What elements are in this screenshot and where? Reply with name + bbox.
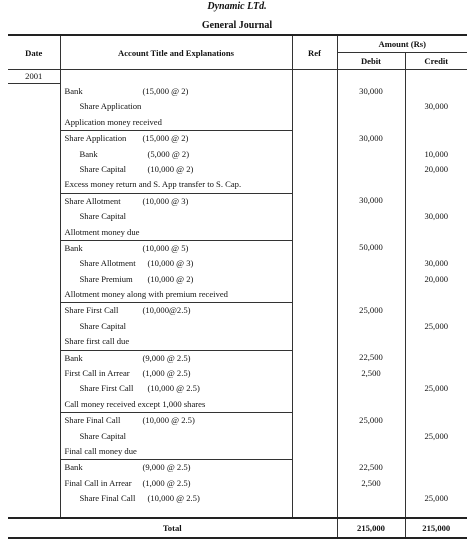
table-row <box>8 476 467 491</box>
narration-cell <box>60 507 292 518</box>
credit-value: 30,000 <box>424 258 449 269</box>
debit-cell <box>337 381 405 396</box>
account-line <box>61 209 292 224</box>
date-cell <box>8 99 60 114</box>
date-cell <box>8 366 60 381</box>
account-cell <box>60 413 292 429</box>
credit-cell <box>405 397 467 413</box>
credit-cell <box>405 256 467 271</box>
debit-value: 30,000 <box>359 195 383 206</box>
debit-cell <box>337 334 405 350</box>
account-line <box>61 381 292 396</box>
account-cell <box>60 303 292 319</box>
debit-value <box>338 429 405 444</box>
table-row <box>8 491 467 506</box>
account-line <box>61 272 292 287</box>
account-name: Share First Call <box>79 383 134 394</box>
debit-cell <box>337 177 405 193</box>
ref-cell <box>292 209 337 224</box>
narration-row <box>8 397 467 413</box>
debit-cell <box>337 429 405 444</box>
ref-cell <box>292 491 337 506</box>
narration-cell <box>60 444 292 460</box>
account-cell <box>60 319 292 334</box>
debit-cell <box>337 193 405 209</box>
account-name: First Call in Arrear <box>64 368 130 379</box>
ref-cell <box>292 177 337 193</box>
debit-value <box>338 272 405 287</box>
date-cell <box>8 381 60 396</box>
credit-value <box>406 193 468 208</box>
table-row <box>8 429 467 444</box>
account-detail: (9,000 @ 2.5) <box>142 352 191 363</box>
blank-cell <box>405 70 467 85</box>
narration-cell <box>60 115 292 131</box>
credit-cell <box>405 460 467 476</box>
debit-value: 25,000 <box>359 304 383 315</box>
account-line <box>61 84 292 99</box>
table-row <box>8 413 467 429</box>
debit-cell <box>337 115 405 131</box>
table-row <box>8 381 467 396</box>
account-line <box>61 319 292 334</box>
table-row <box>8 193 467 209</box>
debit-cell <box>337 350 405 366</box>
ref-cell <box>292 429 337 444</box>
date-cell <box>8 287 60 303</box>
account-detail: (10,000 @ 2.5) <box>147 383 200 394</box>
date-cell <box>8 460 60 476</box>
account-detail: (10,000 @ 3) <box>142 195 189 206</box>
account-detail: (9,000 @ 2.5) <box>142 462 191 473</box>
account-detail: (10,000 @ 5) <box>142 242 189 253</box>
narration-cell <box>60 334 292 350</box>
account-cell <box>60 381 292 396</box>
credit-value <box>406 303 468 318</box>
account-name: Final Call in Arrear <box>64 477 132 488</box>
journal-body <box>8 70 467 538</box>
account-line <box>61 366 292 381</box>
narration-row <box>8 287 467 303</box>
debit-value <box>338 319 405 334</box>
narration-text: Excess money return and S. App transfer to S. Cap. <box>64 179 242 190</box>
credit-cell <box>405 115 467 131</box>
account-detail: (10,000@2.5) <box>142 305 191 316</box>
account-name: Share Premium <box>79 273 133 284</box>
ref-cell <box>292 225 337 241</box>
debit-cell <box>337 272 405 287</box>
blank-cell <box>60 70 292 85</box>
debit-cell <box>337 162 405 177</box>
date-cell <box>8 256 60 271</box>
date-cell <box>8 319 60 334</box>
account-line <box>61 131 292 146</box>
credit-cell <box>405 99 467 114</box>
account-name: Share Capital <box>79 163 127 174</box>
account-name: Share Allotment <box>64 195 121 206</box>
account-name: Bank <box>64 462 83 473</box>
ref-cell <box>292 319 337 334</box>
credit-value: 25,000 <box>424 383 449 394</box>
narration-text <box>61 507 292 517</box>
account-cell <box>60 193 292 209</box>
credit-cell <box>405 209 467 224</box>
table-row <box>8 303 467 319</box>
debit-value <box>338 147 405 162</box>
credit-cell <box>405 413 467 429</box>
account-cell <box>60 429 292 444</box>
credit-cell <box>405 491 467 506</box>
credit-cell <box>405 193 467 209</box>
ref-cell <box>292 350 337 366</box>
narration-cell <box>60 225 292 241</box>
credit-value: 10,000 <box>424 148 449 159</box>
table-row <box>8 147 467 162</box>
ref-cell <box>292 507 337 518</box>
credit-value <box>406 366 468 381</box>
debit-cell <box>337 303 405 319</box>
account-detail: (5,000 @ 2) <box>147 148 190 159</box>
date-cell <box>8 429 60 444</box>
account-name: Share Application <box>79 101 142 112</box>
table-row <box>8 460 467 476</box>
account-line <box>61 476 292 491</box>
credit-value: 30,000 <box>424 211 449 222</box>
debit-value <box>338 99 405 114</box>
date-cell <box>8 209 60 224</box>
narration-row <box>8 225 467 241</box>
account-cell <box>60 350 292 366</box>
account-cell <box>60 256 292 271</box>
account-name: Share Capital <box>79 430 127 441</box>
debit-value <box>338 209 405 224</box>
debit-cell <box>337 491 405 506</box>
account-name: Share Capital <box>79 211 127 222</box>
date-cell <box>8 225 60 241</box>
debit-cell <box>337 397 405 413</box>
date-cell <box>8 193 60 209</box>
date-cell <box>8 413 60 429</box>
ref-cell <box>292 84 337 99</box>
credit-cell <box>405 177 467 193</box>
date-cell <box>8 162 60 177</box>
date-cell <box>8 444 60 460</box>
debit-value <box>338 162 405 177</box>
debit-value: 50,000 <box>359 242 383 253</box>
account-detail: (10,000 @ 2.5) <box>147 493 200 504</box>
account-name: Share Final Call <box>64 415 121 426</box>
debit-cell <box>337 507 405 518</box>
account-line <box>61 162 292 177</box>
credit-value: 25,000 <box>424 320 449 331</box>
credit-cell <box>405 272 467 287</box>
account-cell <box>60 147 292 162</box>
account-cell <box>60 84 292 99</box>
header-ref: Ref <box>292 35 337 70</box>
total-row <box>8 518 467 538</box>
ref-cell <box>292 256 337 271</box>
credit-cell <box>405 334 467 350</box>
account-name: Bank <box>79 148 98 159</box>
credit-cell <box>405 147 467 162</box>
credit-cell <box>405 476 467 491</box>
account-line <box>61 241 292 256</box>
ref-cell <box>292 147 337 162</box>
table-row <box>8 84 467 99</box>
account-line <box>61 491 292 506</box>
header-debit: Debit <box>337 53 405 70</box>
account-name: Share Final Call <box>79 493 136 504</box>
ref-cell <box>292 131 337 147</box>
debit-cell <box>337 319 405 334</box>
ref-cell <box>292 381 337 396</box>
debit-value: 30,000 <box>359 86 383 96</box>
year-row <box>8 70 467 85</box>
debit-cell <box>337 209 405 224</box>
debit-cell <box>337 256 405 271</box>
debit-cell <box>337 366 405 381</box>
account-cell <box>60 476 292 491</box>
account-cell <box>60 209 292 224</box>
ref-cell <box>292 272 337 287</box>
account-detail: (1,000 @ 2.5) <box>142 368 191 379</box>
table-row <box>8 131 467 147</box>
year-label: 2001 <box>8 70 60 84</box>
credit-cell <box>405 319 467 334</box>
credit-cell <box>405 444 467 460</box>
credit-cell <box>405 225 467 241</box>
ref-cell <box>292 444 337 460</box>
account-name: Share Allotment <box>79 258 136 269</box>
narration-row <box>8 115 467 131</box>
total-debit: 215,000 <box>337 518 405 538</box>
account-line <box>61 460 292 475</box>
header-account: Account Title and Explanations <box>60 35 292 70</box>
account-cell <box>60 131 292 147</box>
table-row <box>8 256 467 271</box>
table-row <box>8 240 467 256</box>
account-detail: (10,000 @ 2.5) <box>142 415 195 426</box>
credit-value: 30,000 <box>424 101 449 112</box>
account-cell <box>60 366 292 381</box>
narration-text: Application money received <box>64 116 162 127</box>
journal-title: General Journal <box>201 20 273 31</box>
debit-value: 25,000 <box>359 414 383 425</box>
header-credit: Credit <box>405 53 467 70</box>
table-row <box>8 319 467 334</box>
blank-cell <box>337 70 405 85</box>
date-cell <box>8 350 60 366</box>
date-cell <box>8 131 60 147</box>
date-cell <box>8 115 60 131</box>
narration-row <box>8 334 467 350</box>
debit-cell <box>337 444 405 460</box>
date-cell <box>8 397 60 413</box>
credit-value <box>406 131 468 146</box>
account-detail: (15,000 @ 2) <box>142 133 189 144</box>
narration-cell <box>60 397 292 413</box>
account-cell <box>60 460 292 476</box>
credit-value <box>406 240 468 255</box>
narration-row <box>8 507 467 518</box>
credit-cell <box>405 303 467 319</box>
credit-value: 25,000 <box>424 430 449 441</box>
ref-cell <box>292 193 337 209</box>
journal-table <box>8 34 467 539</box>
account-line <box>61 147 292 162</box>
ref-cell <box>292 460 337 476</box>
credit-value: 25,000 <box>424 493 449 504</box>
account-detail: (10,000 @ 3) <box>147 258 194 269</box>
header-amount: Amount (Rs) <box>337 35 467 53</box>
account-line <box>61 303 292 318</box>
table-row <box>8 272 467 287</box>
account-cell <box>60 162 292 177</box>
account-detail: (10,000 @ 2) <box>147 273 194 284</box>
credit-cell <box>405 350 467 366</box>
narration-text: Share first call due <box>64 336 130 347</box>
debit-value: 2,500 <box>361 368 381 379</box>
ref-cell <box>292 334 337 350</box>
account-line <box>61 99 292 114</box>
year-cell <box>8 70 60 85</box>
account-detail: (15,000 @ 2) <box>142 86 189 96</box>
credit-value <box>406 460 468 475</box>
debit-cell <box>337 413 405 429</box>
account-name: Bank <box>64 352 83 363</box>
credit-cell <box>405 507 467 518</box>
account-cell <box>60 240 292 256</box>
ref-cell <box>292 303 337 319</box>
debit-value: 22,500 <box>359 461 383 472</box>
narration-text: Final call money due <box>64 445 137 456</box>
account-name: Share Application <box>64 133 127 144</box>
narration-text: Allotment money due <box>64 226 140 237</box>
credit-cell <box>405 381 467 396</box>
credit-value <box>406 350 468 365</box>
blank-cell <box>292 70 337 85</box>
debit-value <box>338 381 405 396</box>
debit-cell <box>337 460 405 476</box>
credit-value <box>406 413 468 428</box>
date-cell <box>8 491 60 506</box>
debit-cell <box>337 240 405 256</box>
debit-value: 30,000 <box>359 132 383 143</box>
narration-row <box>8 177 467 193</box>
credit-value <box>406 84 468 99</box>
credit-value: 20,000 <box>424 163 449 174</box>
debit-cell <box>337 84 405 99</box>
account-cell <box>60 272 292 287</box>
debit-value: 22,500 <box>359 352 383 363</box>
account-cell <box>60 491 292 506</box>
credit-value <box>406 476 468 491</box>
credit-cell <box>405 162 467 177</box>
debit-cell <box>337 287 405 303</box>
debit-value: 2,500 <box>361 477 381 488</box>
narration-row <box>8 444 467 460</box>
ref-cell <box>292 476 337 491</box>
account-line <box>61 413 292 428</box>
debit-cell <box>337 99 405 114</box>
account-detail: (1,000 @ 2.5) <box>142 477 191 488</box>
date-cell <box>8 476 60 491</box>
account-cell <box>60 99 292 114</box>
table-row <box>8 162 467 177</box>
debit-cell <box>337 476 405 491</box>
debit-cell <box>337 147 405 162</box>
account-line <box>61 429 292 444</box>
account-name: Share Capital <box>79 320 127 331</box>
ref-cell <box>292 413 337 429</box>
table-row <box>8 366 467 381</box>
date-cell <box>8 147 60 162</box>
debit-cell <box>337 131 405 147</box>
debit-value <box>338 491 405 506</box>
table-row <box>8 350 467 366</box>
account-line <box>61 194 292 209</box>
date-cell <box>8 177 60 193</box>
date-cell <box>8 272 60 287</box>
date-cell <box>8 84 60 99</box>
header-date: Date <box>8 35 60 70</box>
account-line <box>61 256 292 271</box>
narration-cell <box>60 287 292 303</box>
credit-cell <box>405 429 467 444</box>
credit-cell <box>405 131 467 147</box>
account-name: Share First Call <box>64 305 119 316</box>
account-name: Bank <box>64 242 83 253</box>
account-line <box>61 351 292 366</box>
date-cell <box>8 334 60 350</box>
debit-value <box>338 256 405 271</box>
date-cell <box>8 240 60 256</box>
date-cell <box>8 507 60 518</box>
credit-cell <box>405 366 467 381</box>
date-cell <box>8 303 60 319</box>
ref-cell <box>292 115 337 131</box>
company-name: Dynamic LTd. <box>207 1 267 12</box>
narration-text: Allotment money along with premium received <box>64 289 228 300</box>
credit-value: 20,000 <box>424 273 449 284</box>
ref-cell <box>292 162 337 177</box>
narration-text: Call money received except 1,000 shares <box>64 398 206 409</box>
account-detail: (10,000 @ 2) <box>147 163 194 174</box>
total-label: Total <box>8 518 337 538</box>
total-credit: 215,000 <box>405 518 467 538</box>
account-name: Bank <box>64 86 83 96</box>
narration-cell <box>60 177 292 193</box>
credit-cell <box>405 287 467 303</box>
table-row <box>8 209 467 224</box>
credit-cell <box>405 240 467 256</box>
table-row <box>8 99 467 114</box>
credit-cell <box>405 84 467 99</box>
ref-cell <box>292 240 337 256</box>
debit-cell <box>337 225 405 241</box>
ref-cell <box>292 99 337 114</box>
ref-cell <box>292 397 337 413</box>
ref-cell <box>292 366 337 381</box>
ref-cell <box>292 287 337 303</box>
